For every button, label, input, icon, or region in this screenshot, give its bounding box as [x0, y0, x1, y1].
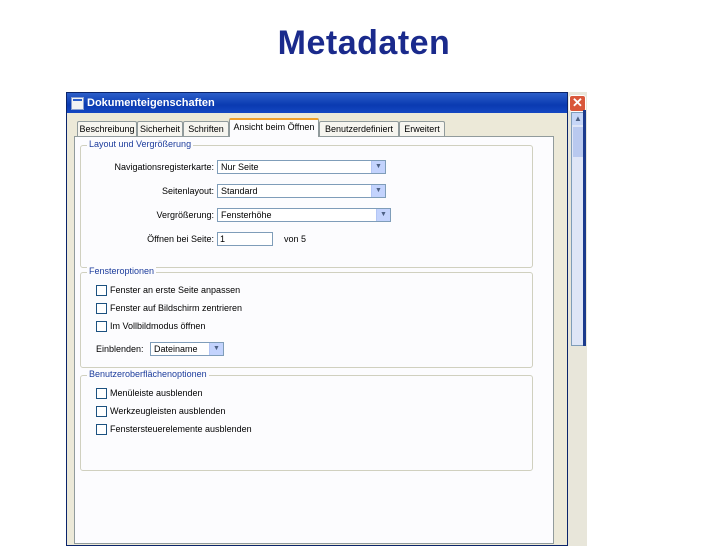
navigation-tab-value: Nur Seite	[221, 162, 259, 172]
tab-sicherheit[interactable]: Sicherheit	[137, 121, 183, 136]
tab-ansicht-beim-oeffnen[interactable]: Ansicht beim Öffnen	[229, 118, 319, 137]
navigation-tab-label: Navigationsregisterkarte:	[114, 162, 214, 172]
group-title: Benutzeroberflächenoptionen	[89, 369, 207, 379]
scroll-thumb[interactable]	[573, 127, 583, 157]
document-properties-dialog	[66, 92, 568, 546]
zoom-value: Fensterhöhe	[221, 210, 272, 220]
checkbox-label: Im Vollbildmodus öffnen	[110, 321, 206, 331]
dialog-title: Dokumenteigenschaften	[87, 97, 215, 109]
chevron-down-icon[interactable]: ▼	[376, 209, 390, 221]
open-page-input[interactable]: 1	[217, 232, 273, 246]
zoom-label: Vergrößerung:	[156, 210, 214, 220]
checkbox-box[interactable]	[96, 406, 107, 417]
tab-schriften[interactable]: Schriften	[183, 121, 229, 136]
open-page-label: Öffnen bei Seite:	[147, 234, 214, 244]
scroll-up-icon[interactable]: ▲	[572, 113, 584, 125]
close-icon[interactable]: ✕	[569, 95, 586, 112]
navigation-tab-select[interactable]	[217, 160, 386, 174]
checkbox-box[interactable]	[96, 388, 107, 399]
checkbox-label: Fenster an erste Seite anpassen	[110, 285, 241, 295]
slide-title: Metadaten	[277, 24, 451, 62]
checkbox-label: Fenstersteuerelemente ausblenden	[110, 424, 252, 434]
window-options-group	[80, 266, 533, 368]
checkbox-label: Menüleiste ausblenden	[110, 388, 203, 398]
group-title: Layout und Vergrößerung	[89, 139, 192, 149]
checkbox-box[interactable]	[96, 303, 107, 314]
page-layout-label: Seitenlayout:	[161, 186, 214, 196]
tab-panel	[74, 136, 554, 544]
dialog-titlebar[interactable]	[67, 93, 567, 113]
show-label: Einblenden:	[96, 344, 144, 354]
group-title: Fensteroptionen	[89, 266, 155, 276]
chevron-down-icon[interactable]: ▼	[371, 161, 385, 173]
layout-zoom-group	[80, 139, 533, 268]
checkbox-label: Werkzeugleisten ausblenden	[110, 406, 226, 416]
tab-beschreibung[interactable]: Beschreibung	[77, 121, 137, 136]
page-layout-value: Standard	[221, 186, 258, 196]
tab-erweitert[interactable]: Erweitert	[399, 121, 445, 136]
ui-options-group	[80, 369, 533, 471]
show-value: Dateiname	[154, 344, 198, 354]
chevron-down-icon[interactable]: ▼	[209, 343, 223, 355]
checkbox-box[interactable]	[96, 424, 107, 435]
page-layout-select[interactable]	[217, 184, 386, 198]
checkbox-label: Fenster auf Bildschirm zentrieren	[110, 303, 243, 313]
checkbox-box[interactable]	[96, 285, 107, 296]
page-count-text: von 5	[284, 234, 307, 244]
tab-benutzerdefiniert[interactable]: Benutzerdefiniert	[319, 121, 399, 136]
window-icon	[71, 97, 84, 110]
chevron-down-icon[interactable]: ▼	[371, 185, 385, 197]
show-select[interactable]	[150, 342, 224, 356]
checkbox-box[interactable]	[96, 321, 107, 332]
window-border	[583, 110, 586, 346]
zoom-select[interactable]	[217, 208, 391, 222]
